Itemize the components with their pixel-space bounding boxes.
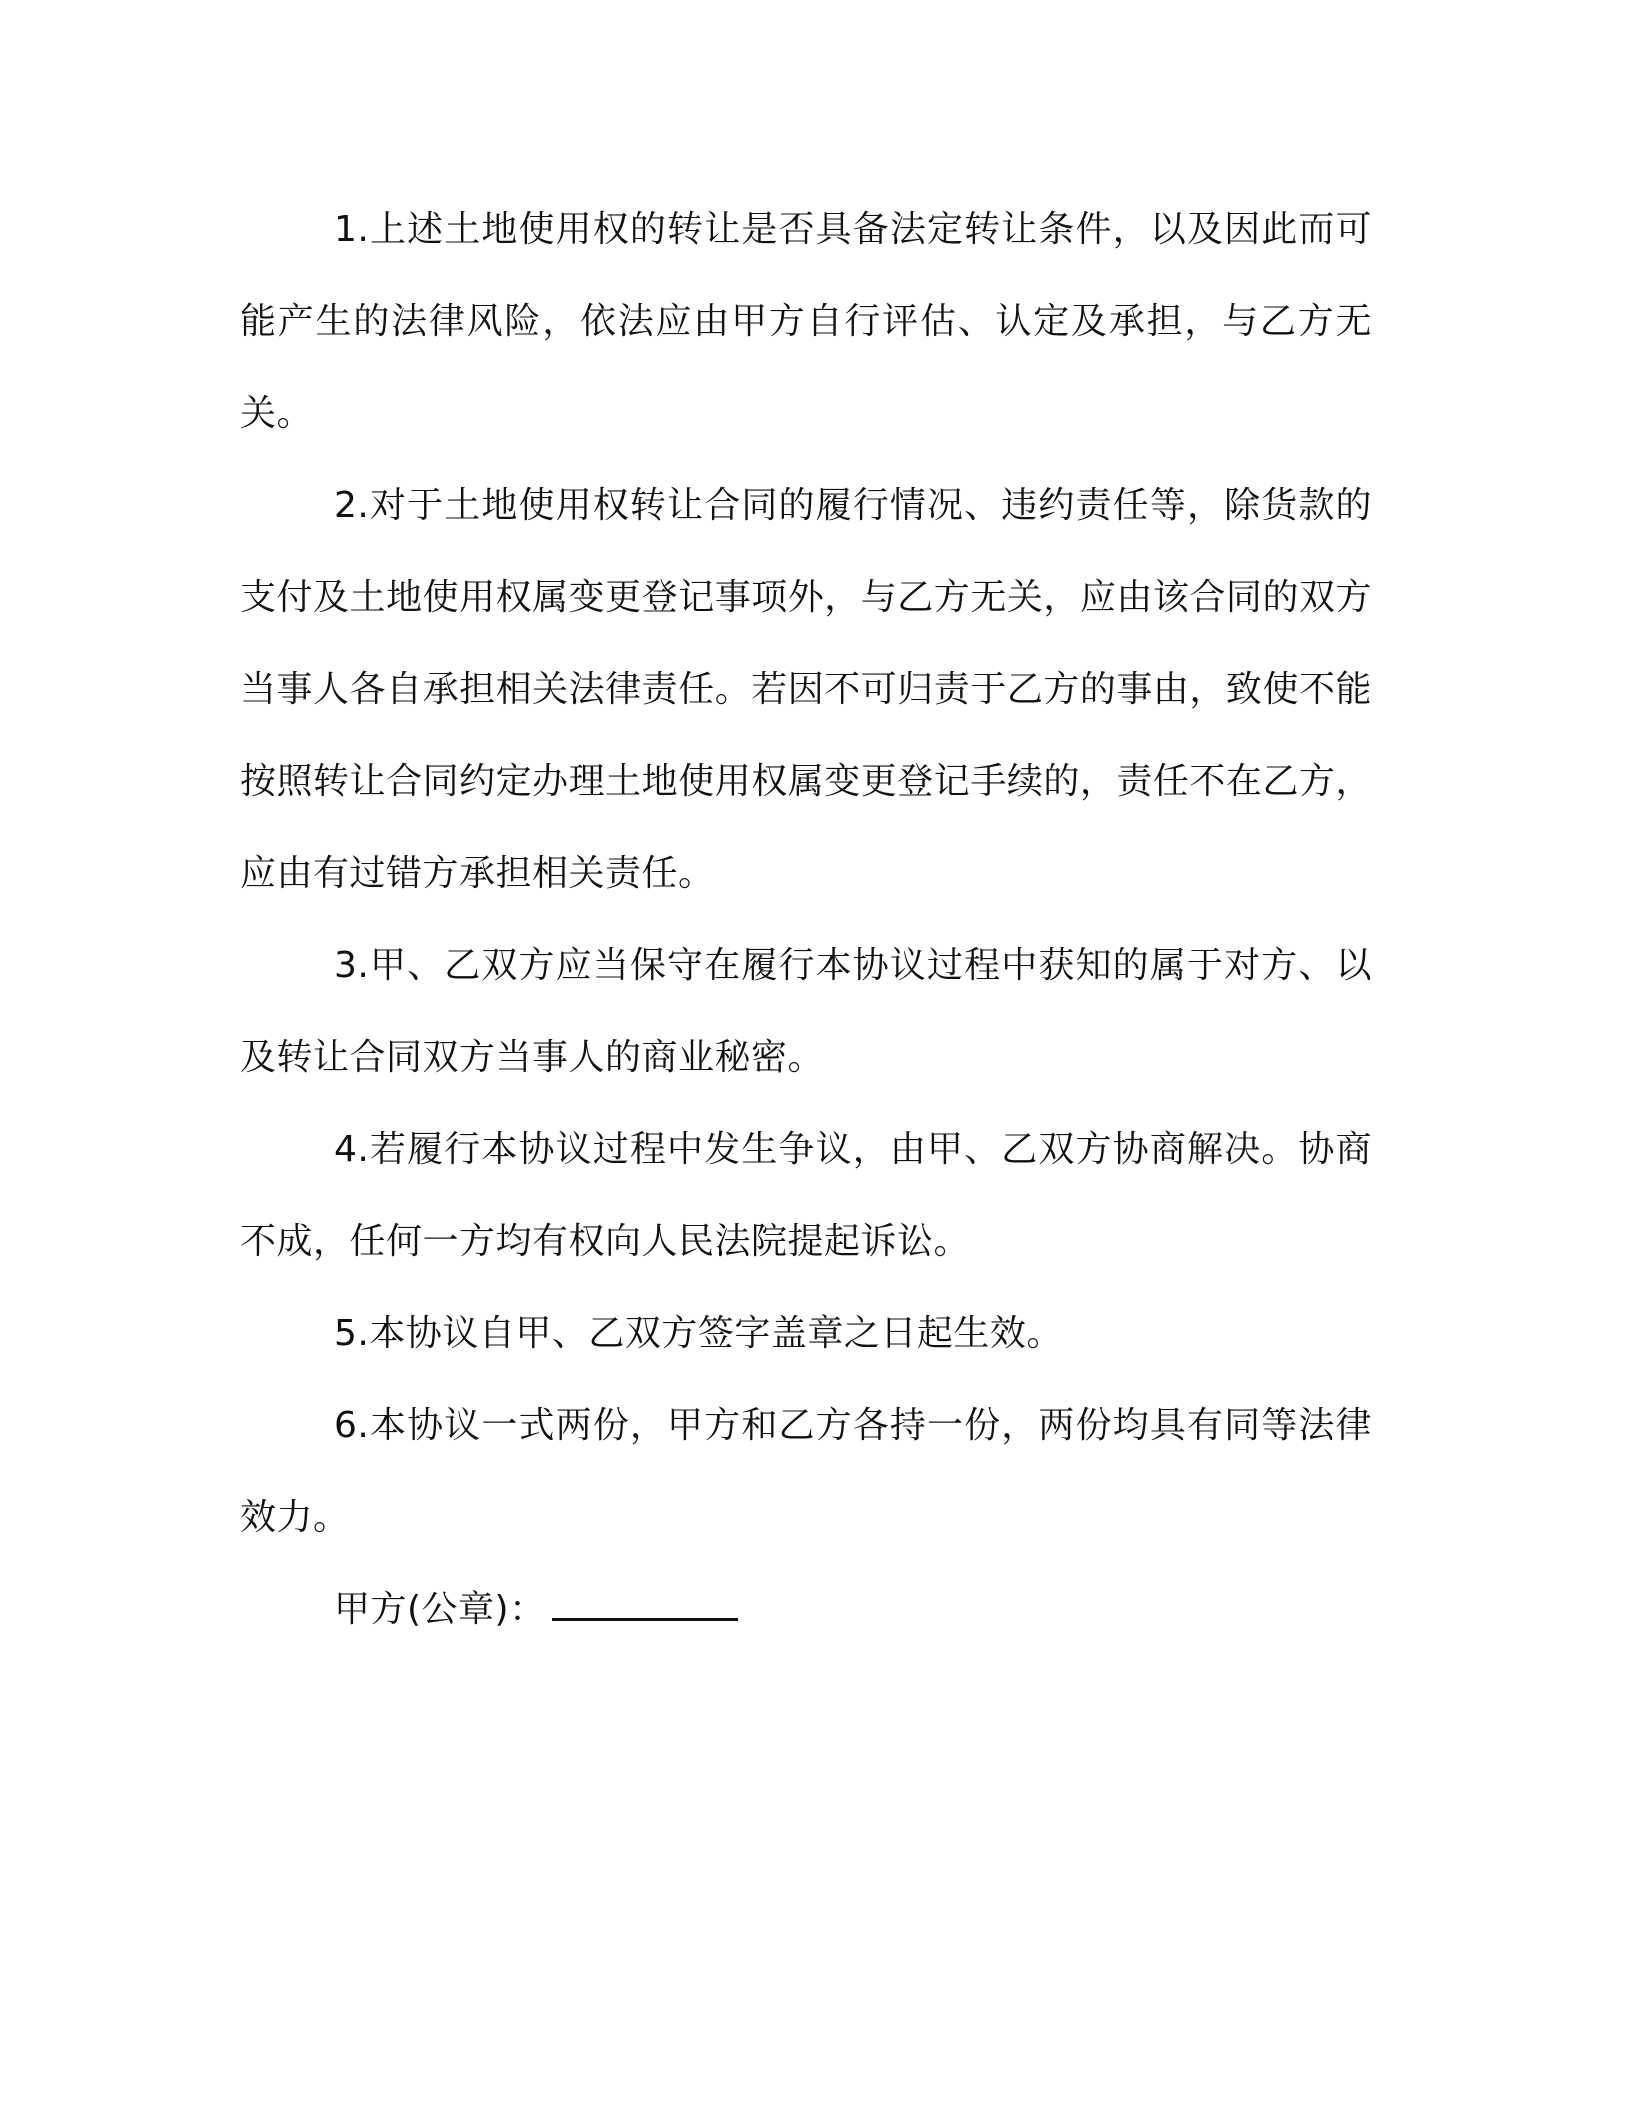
clause-2: 2.对于土地使用权转让合同的履行情况、违约责任等，除货款的支付及土地使用权属变更登记事项外，与乙方无关，应由该合同的双方当事人各自承担相关法律责任。若因不可归责于乙方的事由，致使不能按照转让合同约定办理土地使用权属变更登记手续的，责任不在乙方，应由有过错方承担相关责任。 [240,485,1372,894]
clause-1: 1.上述土地使用权的转让是否具备法定转让条件，以及因此而可能产生的法律风险，依法应由甲方自行评估、认定及承担，与乙方无关。 [240,209,1372,434]
party-a-label: 甲方(公章)： [334,1589,546,1630]
clause-3: 3.甲、乙双方应当保守在履行本协议过程中获知的属于对方、以及转让合同双方当事人的商业秘密。 [240,945,1372,1078]
signature-blank [552,1588,738,1621]
clause-4: 4.若履行本协议过程中发生争议，由甲、乙双方协商解决。协商不成，任何一方均有权向人民法院提起诉讼。 [240,1129,1372,1262]
clause-6: 6.本协议一式两份，甲方和乙方各持一份，两份均具有同等法律效力。 [240,1405,1372,1538]
party-a-signature-line [240,1564,1372,1656]
clause-5: 5.本协议自甲、乙双方签字盖章之日起生效。 [334,1313,1063,1354]
document-body [240,184,1372,1656]
